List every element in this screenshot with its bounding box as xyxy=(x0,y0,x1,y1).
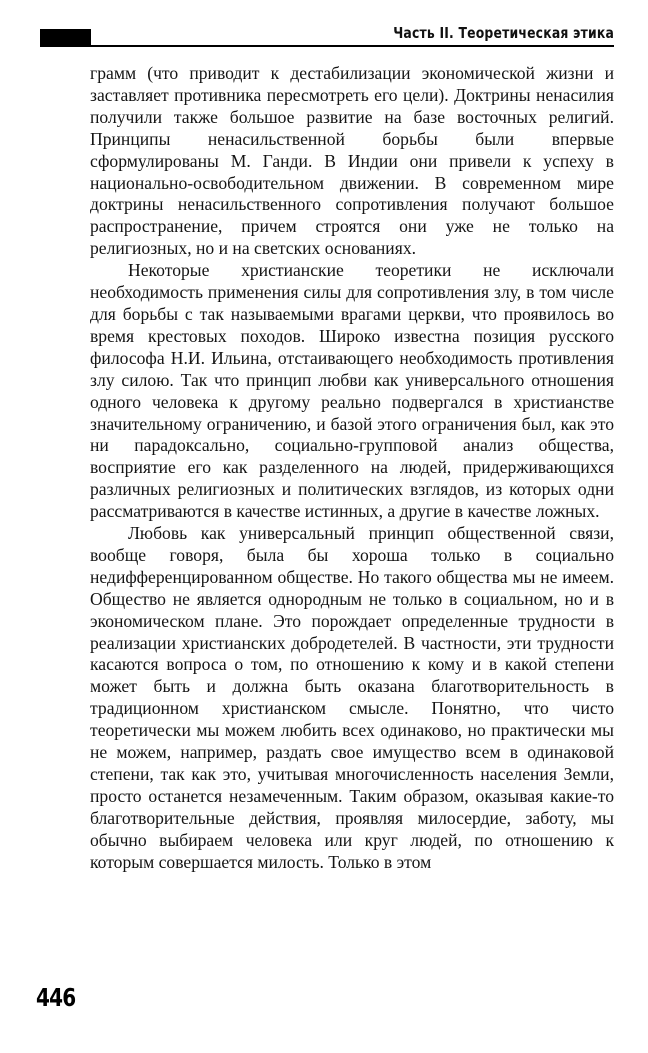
paragraph-1: грамм (что приводит к дестабилизации экономической жизни и заставляет противника пересмотреть его цели). Доктрины ненасилия получили также большое развитие на базе восточных религий. Принципы ненасильственной борьбы были впервые сформулированы М. Ганди. В Индии они привели к успеху в национально-освободительном движении. В современном мире доктрины ненасильственного сопротивления получают большое распространение, причем строятся они уже не только на религиозных, но и на светских основаниях. xyxy=(90,63,614,259)
paragraph-2: Некоторые христианские теоретики не исключали необходимость применения силы для сопротивления злу, в том числе для борьбы с так называемыми врагами церкви, что проявилось во время крестовых походов. Широко известна позиция русского философа Н.И. Ильина, отстаивающего необходимость противления злу силою. Так что принцип любви как универсального отношения одного человека к другому реально подвергался в христианстве значительному ограничению, и базой этого ограничения был, как это ни парадоксально, социально-групповой анализ общества, восприятие его как разделенного на людей, придерживающихся различных религиозных и политических взглядов, из которых одни рассматриваются в качестве истинных, а другие в качестве ложных. xyxy=(90,260,614,522)
paragraph-3: Любовь как универсальный принцип общественной связи, вообще говоря, была бы хороша только в социально недифференцированном обществе. Но такого общества мы не имеем. Общество не является однородным не только в социальном, но и в экономическом плане. Это порождает определенные трудности в реализации христианских добродетелей. В частности, эти трудности касаются вопроса о том, по отношению к кому и в какой степени может быть и должна быть оказана благотворительность в традиционном христианском смысле. Понятно, что чисто теоретически мы можем любить всех одинаково, но практически мы не можем, например, раздать свое имущество всем в одинаковой степени, так как это, учитывая многочисленность населения Земли, просто останется незамеченным. Таким образом, оказывая какие-то благотворительные действия, проявляя милосердие, заботу, мы обычно выбираем человека или круг людей, по отношению к которым совершается милость. Только в этом xyxy=(90,523,614,872)
body-text xyxy=(90,63,614,874)
running-head: Часть II. Теоретическая этика xyxy=(393,24,614,42)
header-rule xyxy=(40,45,614,47)
page-number: 446 xyxy=(36,983,76,1012)
header-bar xyxy=(40,29,91,46)
